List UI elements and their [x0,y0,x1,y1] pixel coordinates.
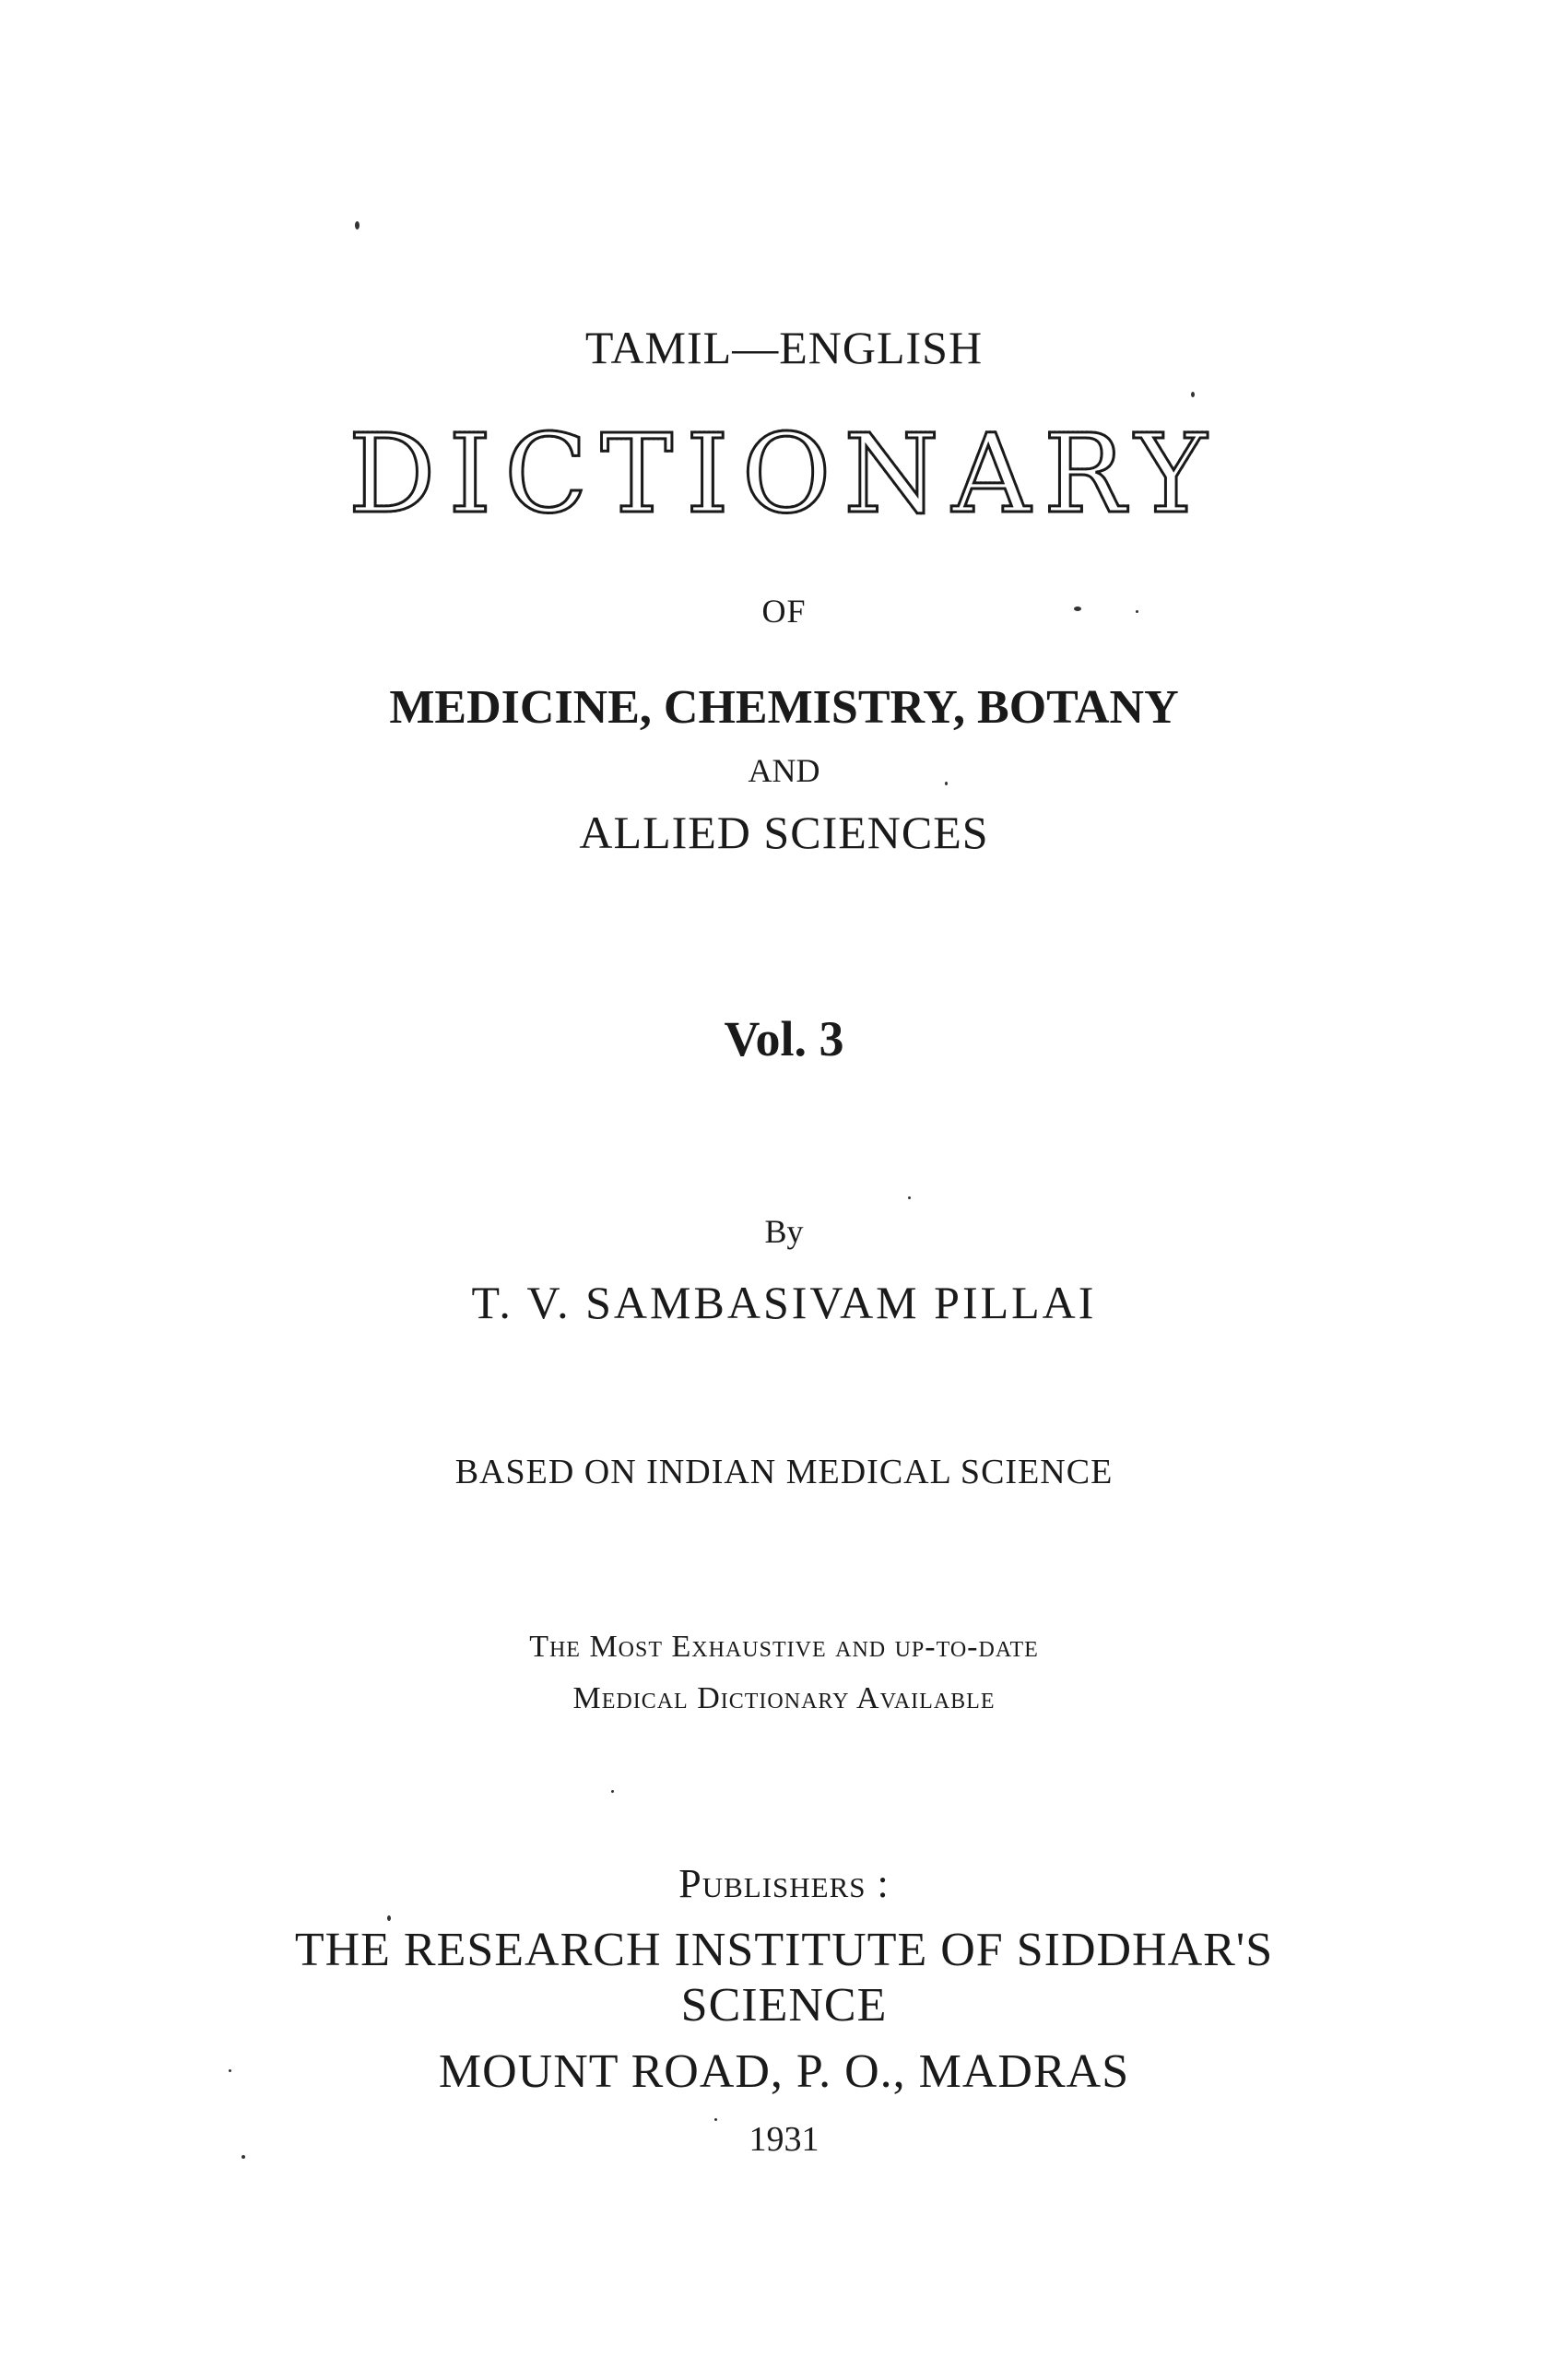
description-line-2: Medical Dictionary Available [572,1681,996,1715]
main-title-text: DICTIONARY [348,410,1220,537]
main-title [0,410,1568,537]
volume-number: Vol. 3 [724,1011,844,1066]
scan-speck [1074,607,1081,611]
scan-speck [242,2155,245,2159]
description-line-1: The Most Exhaustive and up-to-date [529,1630,1039,1664]
scan-speck [908,1196,911,1199]
subtitle: TAMIL—ENGLISH [584,322,984,373]
scan-speck [387,1915,391,1921]
publication-year: 1931 [749,2120,819,2159]
of-word: OF [761,593,807,630]
scan-speck [714,2118,717,2121]
publishers-label: Publishers : [678,1861,890,1906]
scan-speck [945,782,948,785]
by-word: By [764,1213,804,1250]
scan-speck [1191,392,1195,397]
scan-speck [355,221,360,230]
scan-speck [229,2069,231,2072]
author-name: T. V. SAMBASIVAM PILLAI [471,1277,1097,1328]
allied-sciences: ALLIED SCIENCES [579,807,989,858]
fields-line: MEDICINE, CHEMISTRY, BOTANY [389,681,1179,734]
publisher-address: MOUNT ROAD, P. O., MADRAS [438,2045,1130,2098]
scan-speck [611,1790,614,1793]
publisher-name-line-2: SCIENCE [680,1979,888,2032]
publisher-name-line-1: THE RESEARCH INSTITUTE OF SIDDHAR'S [294,1924,1274,1976]
basis-line: BASED ON INDIAN MEDICAL SCIENCE [454,1453,1114,1491]
and-word: AND [748,752,820,789]
scan-speck [1136,610,1138,613]
